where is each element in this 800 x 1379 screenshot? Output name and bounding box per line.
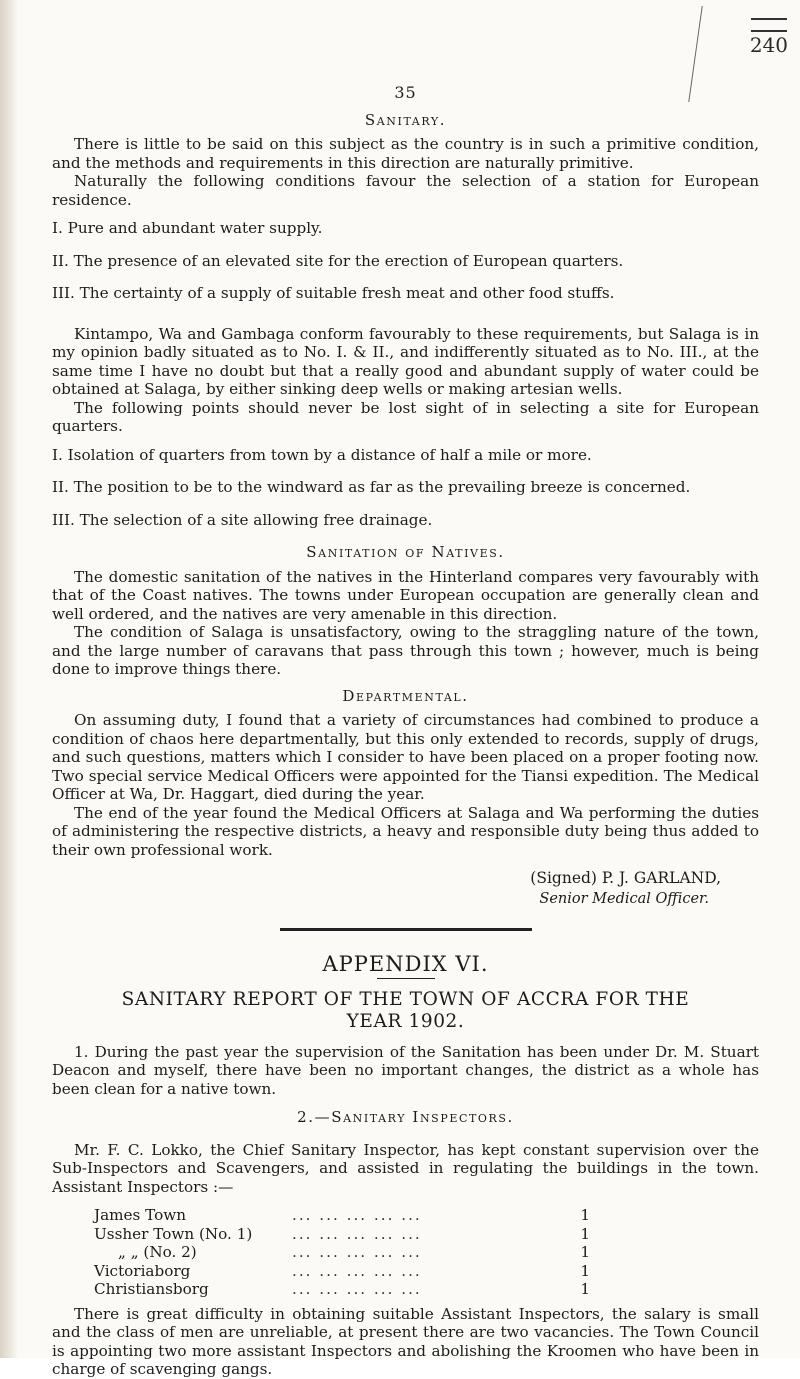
paragraph-departmental-1: On assuming duty, I found that a variety of circumstances had combined to produce a condition of chaos here departmentally, but this only extended to records, supply of drugs, and such questions, matters which I consider to have been placed on a proper footing now. Two special service Medical Officers were appointed for the Tiansi expedition. The Medical Officer at Wa, Dr. Haggart, died during the year.: [52, 711, 759, 803]
list-item: II. The position to be to the windward as far as the prevailing breeze is concerned.: [52, 478, 691, 496]
report-title-line: SANITARY REPORT OF THE TOWN OF ACCRA FOR THE: [121, 988, 690, 1010]
list-item: I. Isolation of quarters from town by a distance of half a mile or more.: [52, 445, 592, 464]
signature-line: (Signed) P. J. GARLAND,: [530, 869, 721, 887]
list-item: I. Pure and abundant water supply.: [52, 219, 323, 237]
handwritten-number: 240: [749, 33, 788, 57]
page-content: [52, 84, 759, 1379]
handwritten-mark: [750, 18, 788, 56]
paragraph-sanitary-intro2: Naturally the following conditions favour the selection of a station for European residence.: [52, 172, 759, 209]
leader-dots: ... ... ... ... ...: [292, 1243, 422, 1261]
section-divider: [280, 928, 532, 931]
count-cell: 1: [580, 1243, 590, 1261]
section-heading-sanitary: Sanitary.: [364, 110, 447, 129]
page-number: 35: [394, 83, 417, 102]
table-row: [94, 1243, 590, 1262]
paragraph-appendix-2: Mr. F. C. Lokko, the Chief Sanitary Inspector, has kept constant supervision over the Sub-Inspectors and Scavengers, and assisted in regulating the buildings in the town. Assistant Inspectors :—: [52, 1140, 759, 1196]
leader-dots: ... ... ... ... ...: [292, 1280, 422, 1298]
table-row: [94, 1280, 590, 1299]
leader-dots: ... ... ... ... ...: [292, 1206, 422, 1224]
leader-dots: ... ... ... ... ...: [292, 1261, 422, 1280]
conditions-list: [52, 219, 759, 303]
paragraph-natives-1: The domestic sanitation of the natives in the Hinterland compares very favourably with that of the Coast natives. The towns under European occupation are generally clean and well ordered, and the natives are very amenable in this direction.: [52, 567, 759, 623]
list-item: II. The presence of an elevated site for the erection of European quarters.: [52, 251, 624, 270]
handwritten-mark-top: [751, 18, 787, 32]
table-row: [94, 1225, 590, 1244]
count-cell: 1: [580, 1224, 590, 1243]
report-title-line: YEAR 1902.: [346, 1010, 465, 1032]
paragraph-departmental-2: The end of the year found the Medical Officers at Salaga and Wa performing the duties of administering the respective districts, a heavy and responsible duty being thus added to their own professional work.: [52, 803, 759, 859]
count-cell: 1: [580, 1206, 590, 1224]
scan-edge-shadow: [0, 0, 18, 1358]
town-cell: Christiansborg: [94, 1280, 209, 1298]
count-cell: 1: [580, 1261, 590, 1280]
paragraph-appendix-3: There is great difficulty in obtaining suitable Assistant Inspectors, the salary is small and the class of men are unreliable, at present there are two vacancies. The Town Council is appointing two more assistant Inspectors and abolishing the Kroomen who have been in charge of scavenging gangs.: [52, 1304, 759, 1378]
section-heading-inspectors: 2.—Sanitary Inspectors.: [297, 1108, 514, 1126]
report-title: [52, 989, 759, 1033]
inspectors-table: [94, 1206, 590, 1299]
paragraph-points-intro: The following points should never be lost sight of in selecting a site for European quarters.: [52, 398, 759, 435]
section-heading-natives: Sanitation of Natives.: [306, 543, 505, 561]
town-cell: „ „ (No. 2): [118, 1243, 197, 1261]
title-underline: [377, 978, 435, 979]
section-heading-departmental: Departmental.: [342, 686, 469, 705]
points-list: [52, 446, 759, 530]
town-cell: Victoriaborg: [94, 1261, 191, 1280]
list-item: III. The selection of a site allowing free drainage.: [52, 510, 433, 529]
table-row: [94, 1206, 590, 1225]
leader-dots: ... ... ... ... ...: [292, 1224, 422, 1243]
paragraph-kintampo: Kintampo, Wa and Gambaga conform favourably to these requirements, but Salaga is in my opinion badly situated as to No. I. & II., and indifferently situated as to No. III., at the same time I have no doubt but that a really good and abundant supply of water could be obtained at Salaga, by either sinking deep wells or making artesian wells.: [52, 324, 759, 398]
count-cell: 1: [580, 1280, 590, 1298]
table-row: [94, 1262, 590, 1281]
paragraph-appendix-1: 1. During the past year the supervision of the Sanitation has been under Dr. M. Stuart Deacon and myself, there have been no important changes, the district as a whole has been clean for a native town.: [52, 1042, 759, 1098]
paragraph-natives-2: The condition of Salaga is unsatisfactory, owing to the straggling nature of the town, and the large number of caravans that pass through this town ; however, much is being done to improve things there.: [52, 623, 759, 678]
town-cell: James Town: [94, 1206, 187, 1224]
appendix-title: APPENDIX VI.: [322, 952, 489, 976]
town-cell: Ussher Town (No. 1): [94, 1224, 253, 1243]
signature-role: Senior Medical Officer.: [539, 890, 709, 907]
paragraph-sanitary-intro: There is little to be said on this subject as the country is in such a primitive condition, and the methods and requirements in this direction are naturally primitive.: [52, 135, 759, 172]
list-item: III. The certainty of a supply of suitable fresh meat and other food stuffs.: [52, 284, 615, 302]
